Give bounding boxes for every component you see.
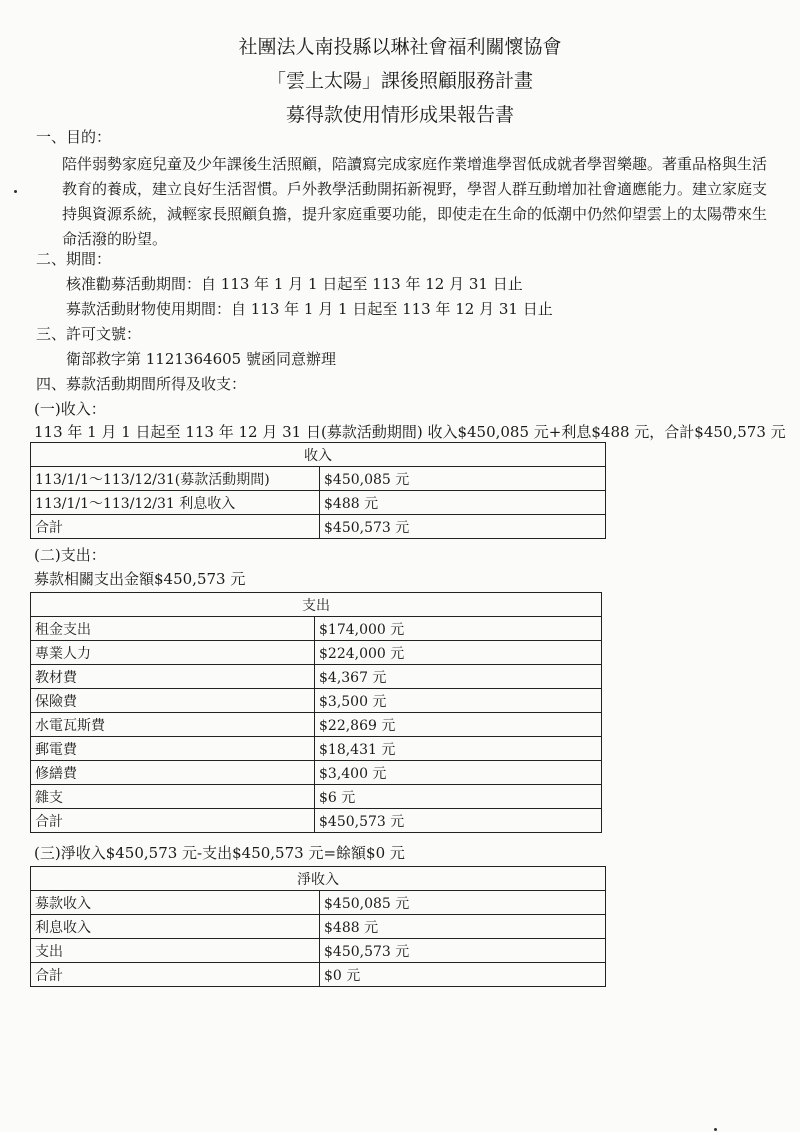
row-value: $4,367 元: [315, 665, 602, 689]
row-value: $3,400 元: [315, 761, 602, 785]
table-row: [31, 689, 602, 713]
row-label: 專業人力: [31, 641, 315, 665]
row-label: 雜支: [31, 785, 315, 809]
report-title: 募得款使用情形成果報告書: [285, 104, 514, 126]
usage-period: 募款活動財物使用期間：自 113 年 1 月 1 日起至 113 年 12 月 31 日止: [66, 300, 553, 318]
row-label: 修繕費: [31, 761, 315, 785]
scan-speck: [14, 190, 17, 193]
section3-heading: 三、許可文號：: [36, 325, 142, 343]
row-label: 利息收入: [31, 915, 320, 939]
approval-period: 核准勸募活動期間：自 113 年 1 月 1 日起至 113 年 12 月 31 日止: [66, 275, 523, 293]
scan-speck: [714, 1128, 717, 1131]
section1-heading: 一、目的：: [36, 128, 112, 146]
table-row: [31, 915, 606, 939]
row-value: $488 元: [320, 915, 606, 939]
table-row: [31, 891, 606, 915]
net-table-title: 淨收入: [31, 867, 606, 891]
org-title: 社團法人南投縣以琳社會福利關懷協會: [238, 36, 562, 58]
row-label: 教材費: [31, 665, 315, 689]
permit-number: 衛部救字第 1121364605 號函同意辦理: [66, 350, 336, 368]
row-label: 合計: [31, 809, 315, 833]
income-table: [30, 442, 606, 539]
income-summary: 113 年 1 月 1 日起至 113 年 12 月 31 日(募款活動期間) 收入$450,085 元+利息$488 元，合計$450,573 元: [34, 423, 786, 441]
row-value: $450,573 元: [320, 939, 606, 963]
row-label: 保險費: [31, 689, 315, 713]
row-value: $3,500 元: [315, 689, 602, 713]
income-table-title: 收入: [31, 443, 606, 467]
row-value: $224,000 元: [315, 641, 602, 665]
row-value: $450,085 元: [320, 891, 606, 915]
table-row: [31, 737, 602, 761]
row-value: $450,573 元: [315, 809, 602, 833]
table-row: [31, 515, 606, 539]
row-value: $450,085 元: [320, 467, 606, 491]
net-table: [30, 866, 606, 987]
row-label: 郵電費: [31, 737, 315, 761]
row-label: 合計: [31, 963, 320, 987]
income-subheading: (一)收入：: [34, 400, 106, 418]
table-row: [31, 491, 606, 515]
row-label: 租金支出: [31, 617, 315, 641]
table-row: [31, 785, 602, 809]
row-value: $0 元: [320, 963, 606, 987]
table-row: [31, 761, 602, 785]
table-row: [31, 963, 606, 987]
row-value: $174,000 元: [315, 617, 602, 641]
project-title: 「雲上太陽」課後照顧服務計畫: [266, 70, 533, 92]
table-row: [31, 939, 606, 963]
table-row: [31, 641, 602, 665]
table-row: [31, 713, 602, 737]
row-label: 水電瓦斯費: [31, 713, 315, 737]
expense-subheading: (二)支出：: [34, 546, 106, 564]
row-value: $6 元: [315, 785, 602, 809]
row-label: 113/1/1～113/12/31(募款活動期間): [31, 467, 320, 491]
row-label: 支出: [31, 939, 320, 963]
row-value: $22,869 元: [315, 713, 602, 737]
row-label: 合計: [31, 515, 320, 539]
table-row: [31, 809, 602, 833]
row-label: 募款收入: [31, 891, 320, 915]
row-value: $450,573 元: [320, 515, 606, 539]
section2-heading: 二、期間：: [36, 250, 112, 268]
table-row: [31, 467, 606, 491]
row-label: 113/1/1～113/12/31 利息收入: [31, 491, 320, 515]
section1-body: 陪伴弱勢家庭兒童及少年課後生活照顧，陪讀寫完成家庭作業增進學習低成就者學習樂趣。著重品格與生活教育的養成，建立良好生活習慣。戶外教學活動開拓新視野，學習人群互動增加社會適應能力。建立家庭支持與資源系統，減輕家長照顧負擔，提升家庭重要功能，即使走在生命的低潮中仍然仰望雲上的太陽帶來生命活潑的盼望。: [62, 155, 768, 248]
table-header-row: [31, 867, 606, 891]
table-header-row: [31, 593, 602, 617]
table-row: [31, 617, 602, 641]
row-value: $488 元: [320, 491, 606, 515]
expense-table: [30, 592, 602, 833]
net-subheading: (三)淨收入$450,573 元-支出$450,573 元=餘額$0 元: [34, 844, 405, 862]
expense-table-title: 支出: [31, 593, 602, 617]
expense-summary: 募款相關支出金額$450,573 元: [34, 570, 246, 588]
table-row: [31, 665, 602, 689]
row-value: $18,431 元: [315, 737, 602, 761]
section4-heading: 四、募款活動期間所得及收支：: [36, 375, 247, 393]
table-header-row: [31, 443, 606, 467]
